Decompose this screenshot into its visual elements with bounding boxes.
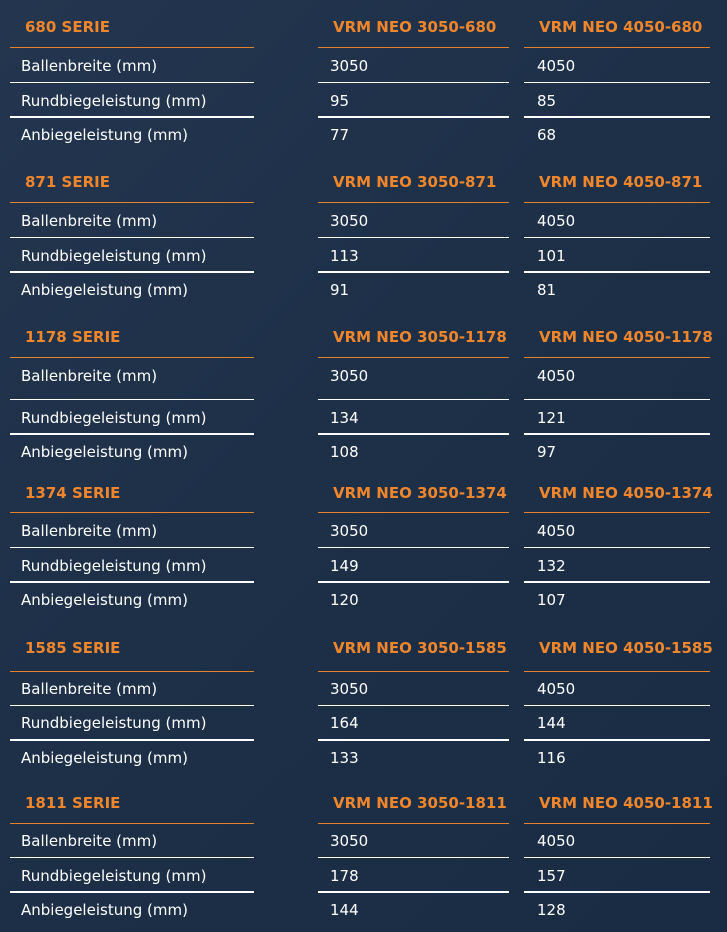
divider xyxy=(10,357,254,358)
model-b-title: VRM NEO 4050-1811 xyxy=(539,794,713,812)
divider xyxy=(524,82,710,83)
divider xyxy=(318,891,509,893)
section-header xyxy=(0,12,727,42)
model-a-title: VRM NEO 3050-1585 xyxy=(333,639,507,657)
divider xyxy=(318,202,509,203)
section-header xyxy=(0,633,727,663)
row-label: Ballenbreite (mm) xyxy=(21,57,158,75)
value-b: 101 xyxy=(537,247,566,265)
divider xyxy=(524,433,710,435)
divider xyxy=(318,116,509,118)
divider xyxy=(524,237,710,238)
row-label: Ballenbreite (mm) xyxy=(21,212,158,230)
table-row xyxy=(0,361,727,391)
value-a: 77 xyxy=(330,126,350,144)
table-row xyxy=(0,275,727,305)
model-b-title: VRM NEO 4050-1178 xyxy=(539,328,713,346)
value-a: 164 xyxy=(330,714,359,732)
row-label: Ballenbreite (mm) xyxy=(21,680,158,698)
table-row xyxy=(0,895,727,925)
table-row xyxy=(0,241,727,271)
divider xyxy=(524,271,710,273)
value-a: 178 xyxy=(330,867,359,885)
value-b: 97 xyxy=(537,443,557,461)
row-label: Rundbiegeleistung (mm) xyxy=(21,867,207,885)
divider xyxy=(10,547,254,548)
row-label: Anbiegeleistung (mm) xyxy=(21,749,188,767)
value-a: 3050 xyxy=(330,367,369,385)
divider xyxy=(318,271,509,273)
value-b: 157 xyxy=(537,867,566,885)
value-b: 107 xyxy=(537,591,566,609)
table-row xyxy=(0,708,727,738)
value-b: 4050 xyxy=(537,57,576,75)
serie-title: 1374 SERIE xyxy=(25,484,121,502)
table-row xyxy=(0,826,727,856)
value-a: 120 xyxy=(330,591,359,609)
model-a-title: VRM NEO 3050-871 xyxy=(333,173,497,191)
table-row xyxy=(0,206,727,236)
row-label: Rundbiegeleistung (mm) xyxy=(21,92,207,110)
divider xyxy=(318,547,509,548)
value-b: 132 xyxy=(537,557,566,575)
divider xyxy=(318,705,509,706)
divider xyxy=(10,47,254,48)
divider xyxy=(10,739,254,741)
divider xyxy=(524,823,710,824)
divider xyxy=(10,581,254,583)
value-a: 3050 xyxy=(330,522,369,540)
value-b: 4050 xyxy=(537,522,576,540)
divider xyxy=(318,433,509,435)
divider xyxy=(318,671,509,672)
row-label: Ballenbreite (mm) xyxy=(21,367,158,385)
divider xyxy=(524,581,710,583)
divider xyxy=(318,739,509,741)
divider xyxy=(10,116,254,118)
value-b: 4050 xyxy=(537,832,576,850)
model-a-title: VRM NEO 3050-1811 xyxy=(333,794,507,812)
value-b: 116 xyxy=(537,749,566,767)
value-a: 133 xyxy=(330,749,359,767)
section-header xyxy=(0,322,727,352)
divider xyxy=(524,116,710,118)
divider xyxy=(524,399,710,400)
divider xyxy=(524,739,710,741)
row-label: Rundbiegeleistung (mm) xyxy=(21,247,207,265)
value-a: 3050 xyxy=(330,832,369,850)
table-row xyxy=(0,585,727,615)
divider xyxy=(318,357,509,358)
table-row xyxy=(0,861,727,891)
model-a-title: VRM NEO 3050-1374 xyxy=(333,484,507,502)
row-label: Rundbiegeleistung (mm) xyxy=(21,409,207,427)
divider xyxy=(10,399,254,400)
value-a: 108 xyxy=(330,443,359,461)
divider xyxy=(524,891,710,893)
divider xyxy=(10,823,254,824)
divider xyxy=(524,705,710,706)
divider xyxy=(318,512,509,513)
row-label: Rundbiegeleistung (mm) xyxy=(21,714,207,732)
value-a: 134 xyxy=(330,409,359,427)
divider xyxy=(10,512,254,513)
row-label: Anbiegeleistung (mm) xyxy=(21,443,188,461)
divider xyxy=(524,512,710,513)
divider xyxy=(524,671,710,672)
row-label: Anbiegeleistung (mm) xyxy=(21,281,188,299)
divider xyxy=(524,857,710,858)
table-row xyxy=(0,437,727,467)
divider xyxy=(10,271,254,273)
divider xyxy=(318,399,509,400)
divider xyxy=(524,357,710,358)
serie-title: 871 SERIE xyxy=(25,173,110,191)
row-label: Ballenbreite (mm) xyxy=(21,522,158,540)
row-label: Anbiegeleistung (mm) xyxy=(21,901,188,919)
value-b: 4050 xyxy=(537,212,576,230)
divider xyxy=(10,202,254,203)
value-a: 3050 xyxy=(330,57,369,75)
model-a-title: VRM NEO 3050-680 xyxy=(333,18,497,36)
table-row xyxy=(0,120,727,150)
model-b-title: VRM NEO 4050-1374 xyxy=(539,484,713,502)
table-row xyxy=(0,86,727,116)
divider xyxy=(10,433,254,435)
value-a: 91 xyxy=(330,281,350,299)
divider xyxy=(318,237,509,238)
model-b-title: VRM NEO 4050-680 xyxy=(539,18,703,36)
divider xyxy=(10,671,254,672)
divider xyxy=(10,705,254,706)
value-b: 4050 xyxy=(537,367,576,385)
value-a: 3050 xyxy=(330,680,369,698)
model-b-title: VRM NEO 4050-1585 xyxy=(539,639,713,657)
serie-title: 1811 SERIE xyxy=(25,794,121,812)
table-row xyxy=(0,403,727,433)
value-b: 4050 xyxy=(537,680,576,698)
serie-title: 1585 SERIE xyxy=(25,639,121,657)
divider xyxy=(524,547,710,548)
divider xyxy=(524,47,710,48)
value-b: 81 xyxy=(537,281,557,299)
value-a: 144 xyxy=(330,901,359,919)
divider xyxy=(318,823,509,824)
divider xyxy=(318,47,509,48)
divider xyxy=(10,237,254,238)
row-label: Anbiegeleistung (mm) xyxy=(21,591,188,609)
divider xyxy=(524,202,710,203)
model-b-title: VRM NEO 4050-871 xyxy=(539,173,703,191)
divider xyxy=(10,891,254,893)
value-a: 149 xyxy=(330,557,359,575)
value-a: 3050 xyxy=(330,212,369,230)
divider xyxy=(10,857,254,858)
value-a: 95 xyxy=(330,92,350,110)
serie-title: 680 SERIE xyxy=(25,18,110,36)
section-header xyxy=(0,478,727,508)
divider xyxy=(318,82,509,83)
value-b: 128 xyxy=(537,901,566,919)
row-label: Rundbiegeleistung (mm) xyxy=(21,557,207,575)
divider xyxy=(318,581,509,583)
value-b: 68 xyxy=(537,126,557,144)
divider xyxy=(10,82,254,83)
value-b: 85 xyxy=(537,92,557,110)
row-label: Anbiegeleistung (mm) xyxy=(21,126,188,144)
section-header xyxy=(0,788,727,818)
table-row xyxy=(0,743,727,773)
table-row xyxy=(0,674,727,704)
row-label: Ballenbreite (mm) xyxy=(21,832,158,850)
table-row xyxy=(0,551,727,581)
model-a-title: VRM NEO 3050-1178 xyxy=(333,328,507,346)
value-b: 144 xyxy=(537,714,566,732)
divider xyxy=(318,857,509,858)
table-row xyxy=(0,516,727,546)
section-header xyxy=(0,167,727,197)
value-a: 113 xyxy=(330,247,359,265)
serie-title: 1178 SERIE xyxy=(25,328,121,346)
value-b: 121 xyxy=(537,409,566,427)
table-row xyxy=(0,51,727,81)
